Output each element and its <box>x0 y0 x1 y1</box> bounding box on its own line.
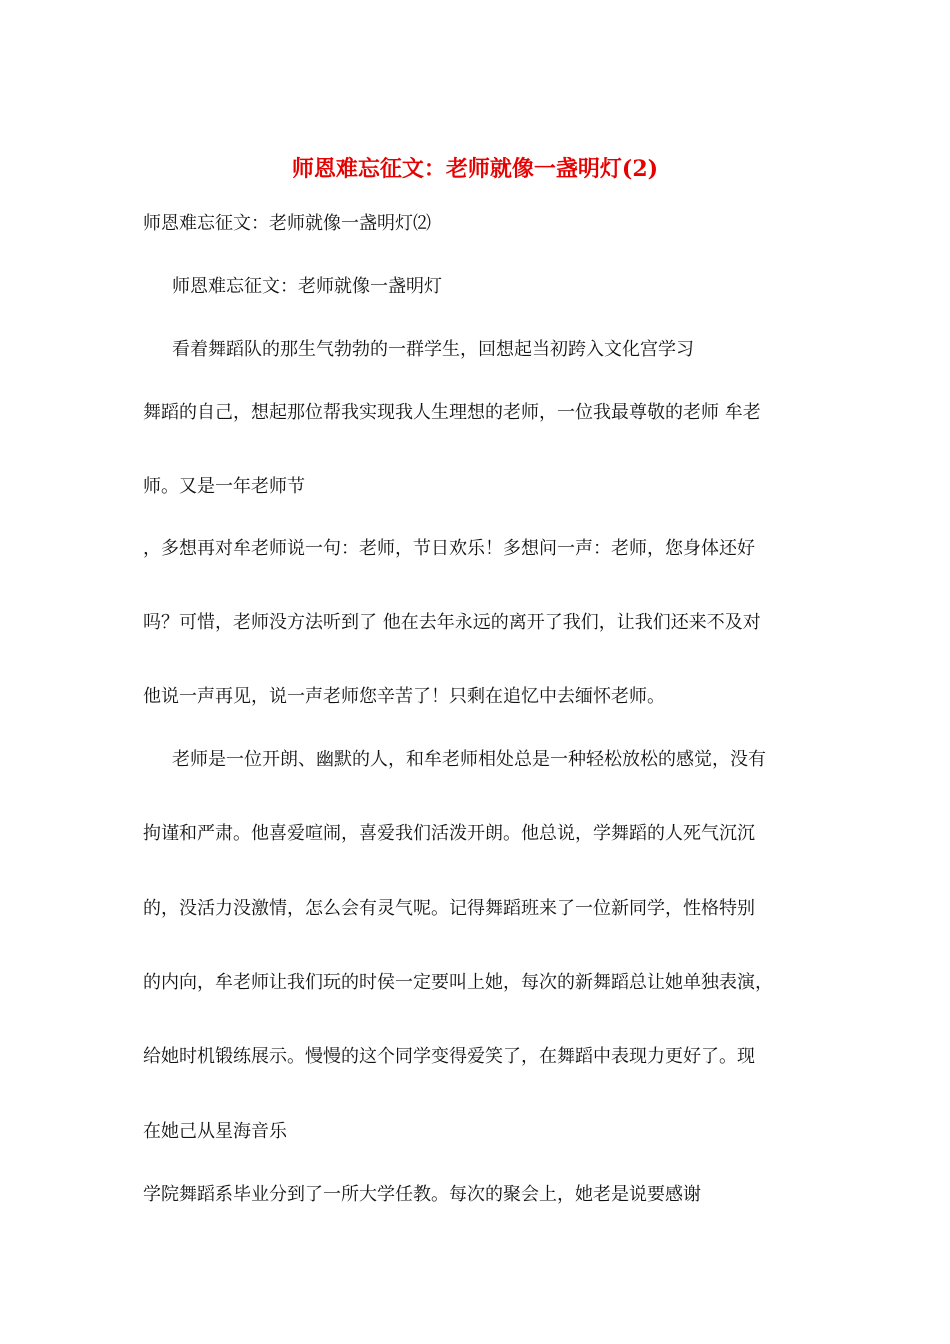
paragraph-line: 在她己从星海音乐 <box>143 1121 287 1142</box>
paragraph-line: 老师是一位开朗、幽默的人，和牟老师相处总是一种轻松放松的感觉，没有 <box>172 749 766 770</box>
paragraph-line: 舞蹈的自己，想起那位帮我实现我人生理想的老师，一位我最尊敬的老师 牟老 <box>143 402 761 423</box>
paragraph-line: 的，没活力没激情，怎么会有灵气呢。记得舞蹈班来了一位新同学，性格特别 <box>143 898 755 919</box>
paragraph-line: 师。又是一年老师节 <box>143 476 305 497</box>
paragraph-line: 师恩难忘征文：老师就像一盏明灯 <box>172 276 442 297</box>
paragraph-line: 他说一声再见，说一声老师您辛苦了！只剩在追忆中去缅怀老师。 <box>143 686 665 707</box>
paragraph-line: 拘谨和严肃。他喜爱喧闹，喜爱我们活泼开朗。他总说，学舞蹈的人死气沉沉 <box>143 823 755 844</box>
paragraph-line: 学院舞蹈系毕业分到了一所大学任教。每次的聚会上，她老是说要感谢 <box>143 1184 701 1205</box>
paragraph-line: 看着舞蹈队的那生气勃勃的一群学生，回想起当初跨入文化宫学习 <box>172 339 694 360</box>
paragraph-line: 的内向，牟老师让我们玩的时侯一定要叫上她，每次的新舞蹈总让她单独表演， <box>143 972 773 993</box>
document-title: 师恩难忘征文：老师就像一盏明灯(2) <box>291 156 659 182</box>
document-subtitle: 师恩难忘征文：老师就像一盏明灯⑵ <box>143 213 431 234</box>
paragraph-line: 吗？可惜，老师没方法听到了 他在去年永远的离开了我们，让我们还来不及对 <box>143 612 761 633</box>
paragraph-line: 给她时机锻练展示。慢慢的这个同学变得爱笑了，在舞蹈中表现力更好了。现 <box>143 1046 755 1067</box>
paragraph-line: ，多想再对牟老师说一句：老师，节日欢乐！多想问一声：老师，您身体还好 <box>143 538 755 559</box>
